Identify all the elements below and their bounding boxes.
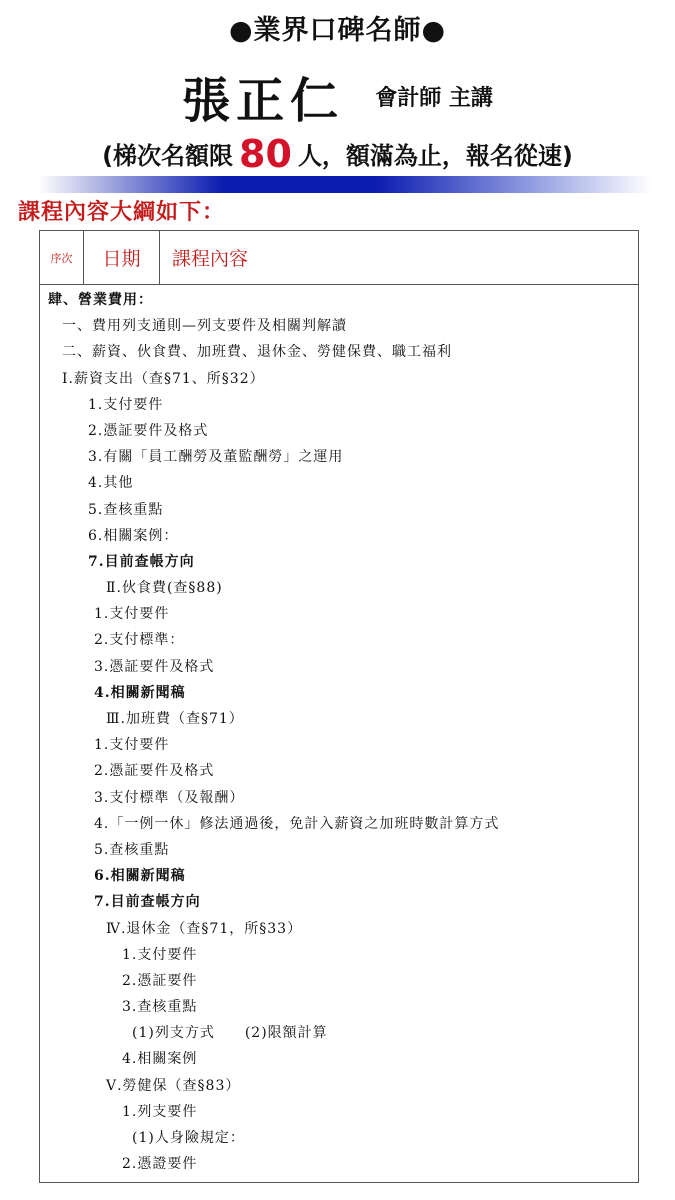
outline-line: 4.「一例一休」修法通過後，免計入薪資之加班時數計算方式 bbox=[94, 815, 500, 832]
outline-line: 5.查核重點 bbox=[94, 841, 170, 858]
column-header-content: 課程內容 bbox=[172, 248, 249, 270]
outline-line: Ⅰ.薪資支出（查§71、所§32） bbox=[62, 370, 265, 387]
outline-line: Ⅴ.勞健保（查§83） bbox=[106, 1077, 241, 1094]
speaker-role: 會計師 主講 bbox=[375, 85, 493, 111]
outline-line: 3.有關「員工酬勞及董監酬勞」之運用 bbox=[88, 449, 344, 466]
outline-line: 1.支付要件 bbox=[94, 606, 170, 623]
outline-line: 肆、營業費用： bbox=[48, 292, 153, 308]
outline-line: 1.支付要件 bbox=[88, 396, 164, 413]
outline-line: 7.目前查帳方向 bbox=[88, 553, 195, 570]
outline-line: Ⅲ.加班費（查§71） bbox=[106, 711, 244, 727]
table-header-row bbox=[40, 231, 638, 285]
outline-line: 2.憑証要件及格式 bbox=[88, 422, 209, 439]
outline-line: 3.查核重點 bbox=[122, 999, 198, 1016]
outline-line: 1.支付要件 bbox=[122, 946, 198, 963]
quota-number: 80 bbox=[239, 132, 292, 176]
outline-line: (1)人身險規定： bbox=[132, 1130, 245, 1146]
outline-line: 二、薪資、伙食費、加班費、退休金、勞健保費、職工福利 bbox=[62, 344, 452, 361]
outline-line: 2.支付標準： bbox=[94, 632, 185, 649]
outline-line: 3.支付標準（及報酬） bbox=[94, 789, 245, 806]
outline-line: 7.目前查帳方向 bbox=[94, 894, 201, 911]
column-header-seq: 序次 bbox=[40, 231, 84, 284]
decorative-gradient-bar bbox=[38, 176, 652, 193]
outline-line: 2.憑證要件 bbox=[122, 1156, 198, 1173]
outline-line: 1.列支要件 bbox=[122, 1103, 198, 1120]
outline-line: 2.憑証要件及格式 bbox=[94, 763, 215, 780]
speaker-name: 張正仁 bbox=[182, 73, 345, 129]
outline-line: 1.支付要件 bbox=[94, 737, 170, 754]
outline-line: 3.憑証要件及格式 bbox=[94, 658, 215, 675]
quota-suffix: 人，額滿為止，報名從速) bbox=[297, 142, 573, 170]
course-table bbox=[39, 230, 639, 1183]
outline-line: Ⅱ.伙食費(查§88) bbox=[106, 580, 223, 597]
outline-line: 一、費用列支通則—列支要件及相關判解讀 bbox=[62, 318, 347, 335]
outline-heading: 課程內容大綱如下： bbox=[18, 200, 226, 225]
outline-line: 6.相關案例： bbox=[88, 527, 179, 544]
quota-prefix: (梯次名額限 bbox=[102, 142, 234, 170]
banner-heading: ●業界口碑名師● bbox=[228, 15, 447, 46]
outline-line: 6.相關新聞稿 bbox=[94, 868, 186, 885]
column-header-date: 日期 bbox=[84, 231, 160, 284]
quota-notice bbox=[0, 132, 675, 176]
outline-line: 4.相關新聞稿 bbox=[94, 684, 186, 701]
speaker-title bbox=[0, 62, 675, 131]
outline-line: Ⅳ.退休金（查§71，所§33） bbox=[106, 920, 303, 937]
outline-line: 4.相關案例 bbox=[122, 1051, 198, 1068]
outline-line: 5.查核重點 bbox=[88, 501, 164, 518]
outline-line: (1)列支方式 (2)限額計算 bbox=[132, 1025, 328, 1042]
outline-content bbox=[40, 287, 638, 1177]
outline-line: 2.憑証要件 bbox=[122, 972, 198, 989]
outline-line: 4.其他 bbox=[88, 475, 134, 492]
